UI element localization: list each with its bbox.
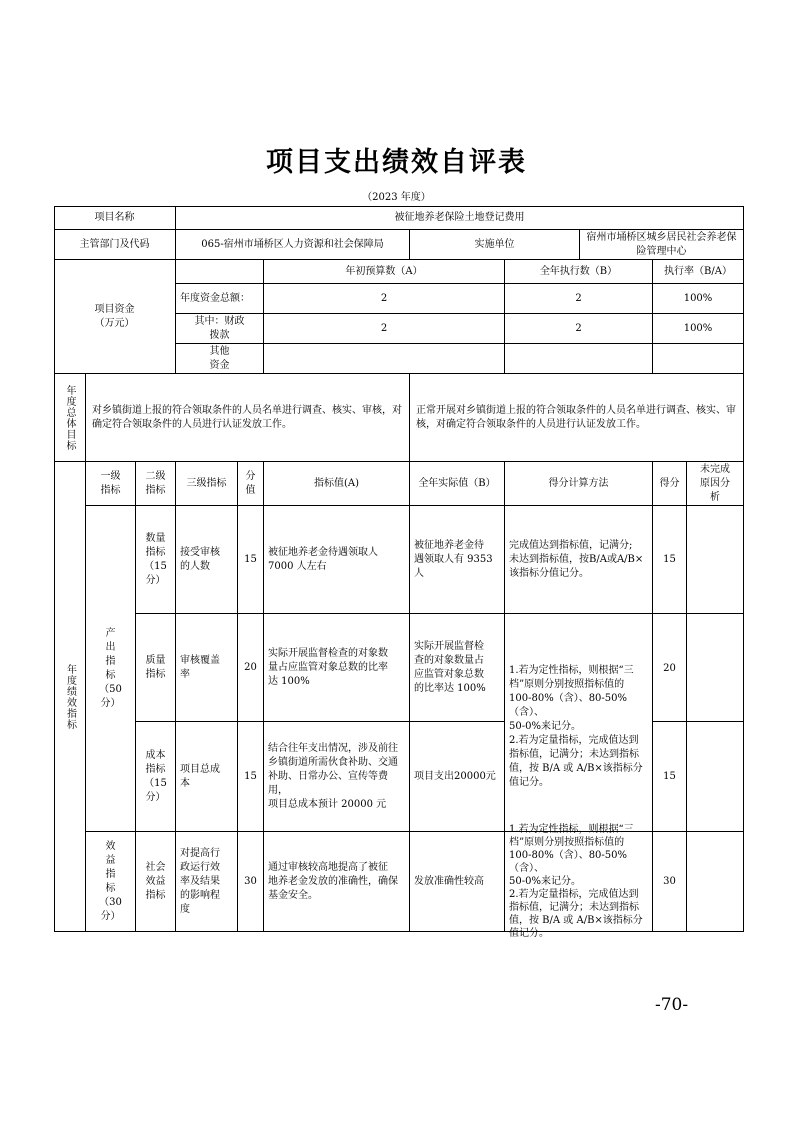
cost-score: 15 <box>238 722 264 832</box>
quality-target: 实际开展监督检查的对象数 量占应监管对象总数的比率 达 100% <box>264 614 410 722</box>
social-actual: 发放准确性较高 <box>410 832 505 932</box>
quantity-got: 15 <box>653 506 687 614</box>
level2-header: 二级 指标 <box>136 462 176 506</box>
quality-level3: 审核覆盖 率 <box>176 614 238 722</box>
social-score: 30 <box>238 832 264 932</box>
page-title: 项目支出绩效自评表 <box>266 147 527 178</box>
method-header: 得分计算方法 <box>505 462 653 506</box>
social-target: 通过审核较高地提高了被征 地养老金发放的准确性，确保 基金安全。 <box>264 832 410 932</box>
col-exec-header: 全年执行数（B） <box>505 260 653 284</box>
fiscal-funds-label: 其中：财政 拨款 <box>176 314 264 344</box>
planned-goal-text: 对乡镇街道上报的符合领取条件的人员名单进行调查、核实、审核，对确定符合领取条件的人员进行认证发放工作。 <box>86 374 410 462</box>
other-exec-value <box>505 344 653 374</box>
page-number: -70- <box>655 995 689 1015</box>
actual-goal-text: 正常开展对乡镇街道上报的符合领取条件的人员名单进行调查、核实、审核，对确定符合领取条件的人员进行认证发放工作。 <box>410 374 744 462</box>
quality-got: 20 <box>653 614 687 722</box>
social-reason <box>687 832 744 932</box>
cost-got: 15 <box>653 722 687 832</box>
fiscal-rate-value: 100% <box>653 314 744 344</box>
got-header: 得分 <box>653 462 687 506</box>
quantity-score: 15 <box>238 506 264 614</box>
level3-header: 三级指标 <box>176 462 238 506</box>
actual-header: 全年实际值（B） <box>410 462 505 506</box>
total-rate-value: 100% <box>653 284 744 314</box>
cost-reason <box>687 722 744 832</box>
score-header: 分 值 <box>238 462 264 506</box>
quantity-reason <box>687 506 744 614</box>
funds-header-blank <box>176 260 264 284</box>
target-header: 指标值(A) <box>264 462 410 506</box>
social-got: 30 <box>653 832 687 932</box>
cost-level3: 项目总成 本 <box>176 722 238 832</box>
total-budget-value: 2 <box>264 284 505 314</box>
dept-value: 065-宿州市埇桥区人力资源和社会保障局 <box>176 230 410 260</box>
performance-indicators-label: 年度绩效指标 <box>54 462 86 932</box>
quantity-method: 完成值达到指标值，记满分; 未达到指标值，按B/A或A/B× 该指标分值记分。 <box>505 506 653 614</box>
quality-score: 20 <box>238 614 264 722</box>
social-benefit-label: 社会 效益 指标 <box>136 832 176 932</box>
other-budget-value <box>264 344 505 374</box>
cost-indicator-label: 成本 指标 （15 分） <box>136 722 176 832</box>
cost-actual: 项目支出20000元 <box>410 722 505 832</box>
dept-label: 主管部门及代码 <box>54 230 176 260</box>
level1-header: 一级 指标 <box>86 462 136 506</box>
quantity-indicator-label: 数量 指标 （15 分） <box>136 506 176 614</box>
quantity-target: 被征地养老金待遇领取人 7000 人左右 <box>264 506 410 614</box>
quality-actual: 实际开展监督检 查的对象数量占 应监管对象总数 的比率达 100% <box>410 614 505 722</box>
shared-method: 1.若为定性指标，则根据“三 档”原则分别按照指标值的 100-80%（含）、80-50%（含）、 50-0%来记分。 2.若为定量指标，完成值达到 指标值，记满分；未达到指标 值，按 B/A 或 A/B×该指标分 值记分。 <box>505 614 653 832</box>
quantity-level3: 接受审核 的人数 <box>176 506 238 614</box>
col-rate-header: 执行率（B/A） <box>653 260 744 284</box>
quality-indicator-label: 质量 指标 <box>136 614 176 722</box>
project-name-value: 被征地养老保险土地登记费用 <box>176 206 744 230</box>
cost-target: 结合往年支出情况，涉及前往 乡镇街道所需伙食补助、交通 补助、日常办公、宣传等费用， 项目总成本预计 20000 元 <box>264 722 410 832</box>
impl-label: 实施单位 <box>410 230 580 260</box>
output-indicator-label: 产 出 指 标 （50 分） <box>86 506 136 832</box>
reason-header: 未完成 原因分 析 <box>687 462 744 506</box>
quantity-actual: 被征地养老金待 遇领取人有 9353 人 <box>410 506 505 614</box>
quality-reason <box>687 614 744 722</box>
other-funds-label: 其他 资金 <box>176 344 264 374</box>
funds-label: 项目资金 （万元） <box>54 260 176 374</box>
fiscal-budget-value: 2 <box>264 314 505 344</box>
annual-goals-label: 年度总体目标 <box>54 374 86 462</box>
total-exec-value: 2 <box>505 284 653 314</box>
benefit-indicator-label: 效 益 指 标 （30 分） <box>86 832 136 932</box>
social-level3: 对提高行 政运行效 率及结果 的影响程 度 <box>176 832 238 932</box>
year-label: （2023 年度） <box>362 192 431 203</box>
impl-value: 宿州市埇桥区城乡居民社会养老保险管理中心 <box>580 230 744 260</box>
total-funds-label: 年度资金总额： <box>176 284 264 314</box>
col-budget-header: 年初预算数（A） <box>264 260 505 284</box>
other-rate-value <box>653 344 744 374</box>
project-name-label: 项目名称 <box>54 206 176 230</box>
social-method: 1.若为定性指标，则根据“三 档”原则分别按照指标值的 100-80%（含）、80-50%（含）、 50-0%来记分。 2.若为定量指标，完成值达到 指标值，记满分；未达到指标 值，按 B/A 或 A/B×该指标分 值记分。 <box>505 832 653 932</box>
fiscal-exec-value: 2 <box>505 314 653 344</box>
